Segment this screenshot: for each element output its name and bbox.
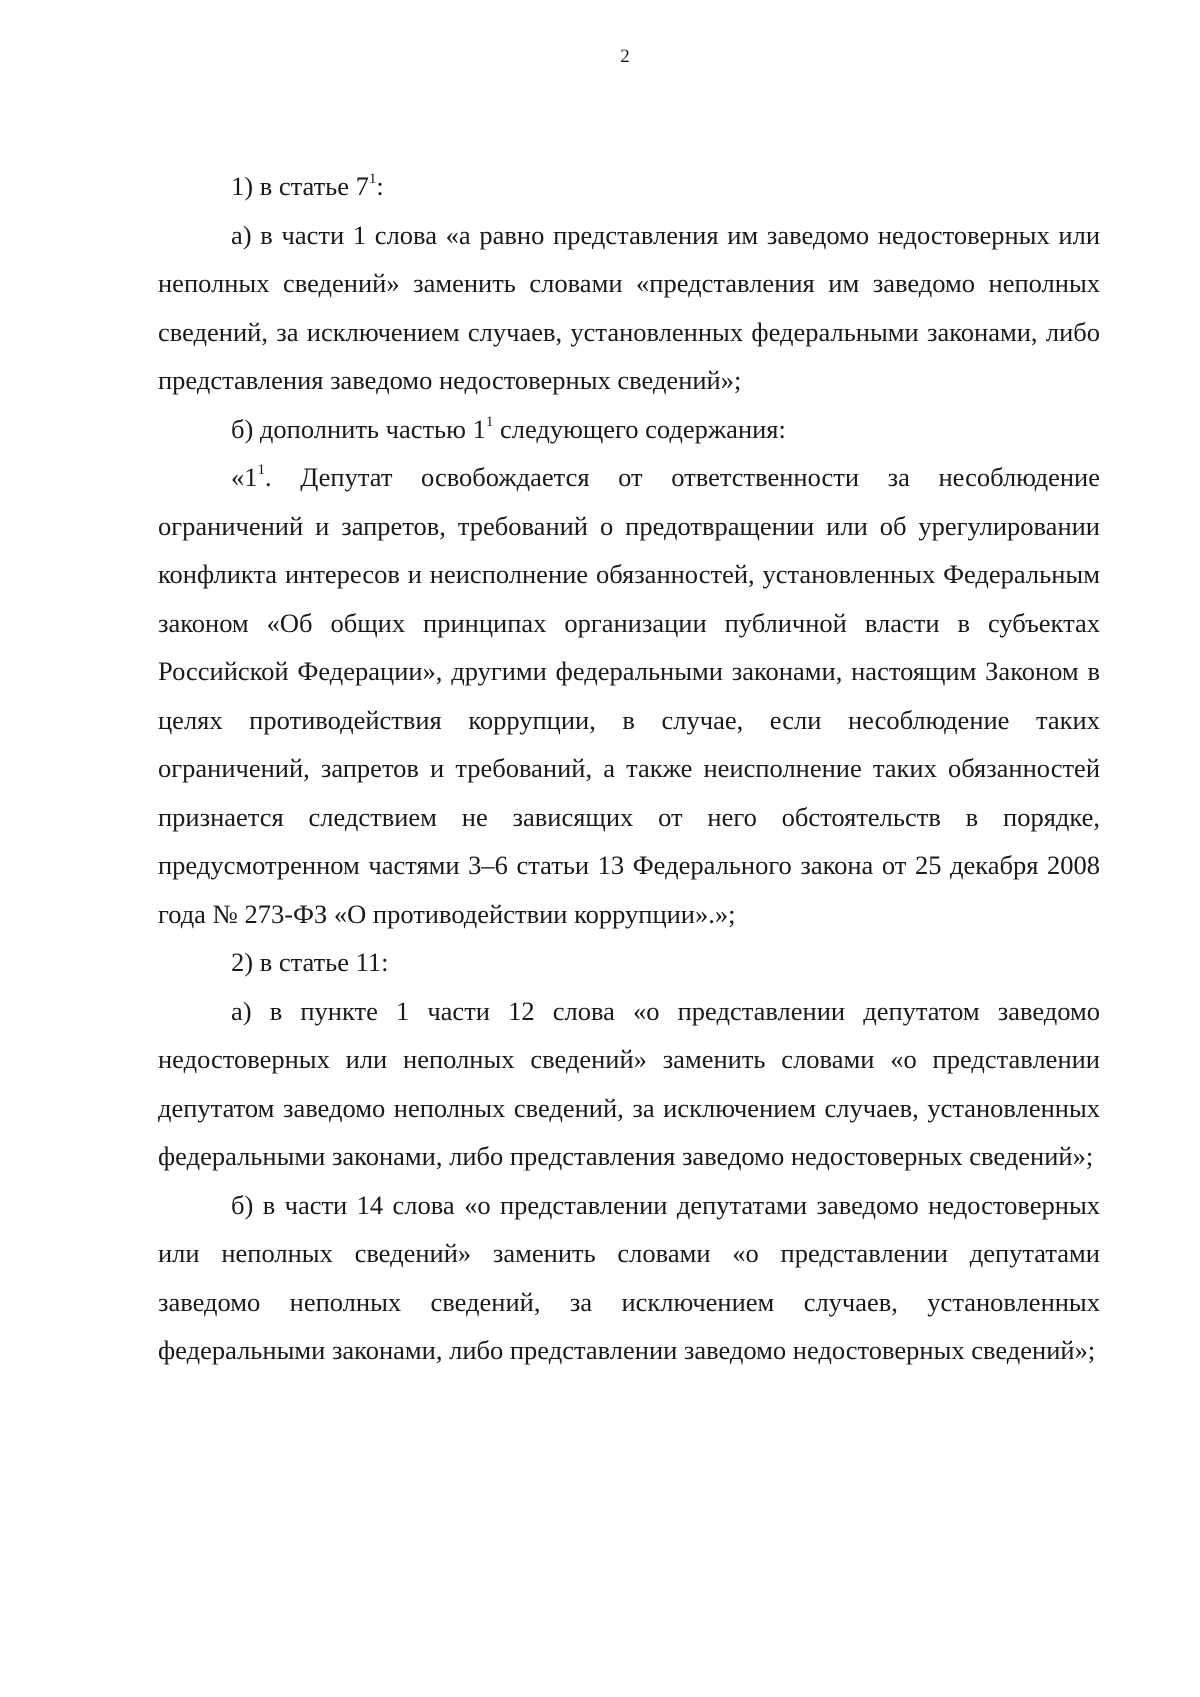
paragraph-item-a <box>158 211 1100 405</box>
paragraph-text: б) дополнить частью 1 <box>231 413 486 444</box>
paragraph-text: б) в части 14 слова «о представлении депутатами заведомо недостоверных или неполных сведений» заменить словами «о представлении депутатами заведомо неполных сведений, за исключением случаев, установленных федеральными законами, либо представлении заведомо недостоверных сведений»; <box>158 1189 1100 1365</box>
paragraph-item-b <box>158 405 1100 454</box>
paragraph-article-11 <box>158 938 1100 987</box>
paragraph-text-tail: следующего содержания: <box>493 413 786 444</box>
paragraph-text: 2) в статье 11: <box>231 947 389 977</box>
superscript: 1 <box>257 462 265 478</box>
paragraph-text: а) в части 1 слова «а равно представления им заведомо недостоверных или неполных сведений» заменить словами «представления им заведомо неполных сведений, за исключением случаев, установленных федеральными законами, либо представления заведомо недостоверных сведений»; <box>158 219 1100 395</box>
paragraph-article-11-item-a <box>158 987 1100 1181</box>
document-body <box>158 162 1100 1375</box>
paragraph-text: 1) в статье 7 <box>231 171 369 201</box>
paragraph-article-7-1 <box>158 162 1100 211</box>
superscript: 1 <box>368 171 377 187</box>
paragraph-part-1-1 <box>158 453 1100 938</box>
paragraph-text-tail: . Депутат освобождается от ответственности за несоблюдение ограничений и запретов, требований о предотвращении или об урегулировании конфликта интересов и неисполнение обязанностей, установленных Федеральным законом «Об общих принципах организации публичной власти в субъектах Российской Федерации», другими федеральными законами, настоящим Законом в целях противодействия коррупции, в случае, если несоблюдение таких ограничений, запретов и требований, а также неисполнение таких обязанностей признается следствием не зависящих от него обстоятельств в порядке, предусмотренном частями 3–6 статьи 13 Федерального закона от 25 декабря 2008 года № 273-ФЗ «О противодействии коррупции».»; <box>158 462 1100 929</box>
paragraph-article-11-item-b <box>158 1181 1100 1375</box>
paragraph-text: «1 <box>231 462 258 492</box>
paragraph-text-tail: : <box>376 171 384 201</box>
superscript: 1 <box>485 413 494 430</box>
page-number: 2 <box>620 46 630 67</box>
paragraph-text: а) в пункте 1 части 12 слова «о представлении депутатом заведомо недостоверных или неполных сведений» заменить словами «о представлении депутатом заведомо неполных сведений, за исключением случаев, установленных федеральными законами, либо представления заведомо недостоверных сведений»; <box>158 995 1100 1171</box>
